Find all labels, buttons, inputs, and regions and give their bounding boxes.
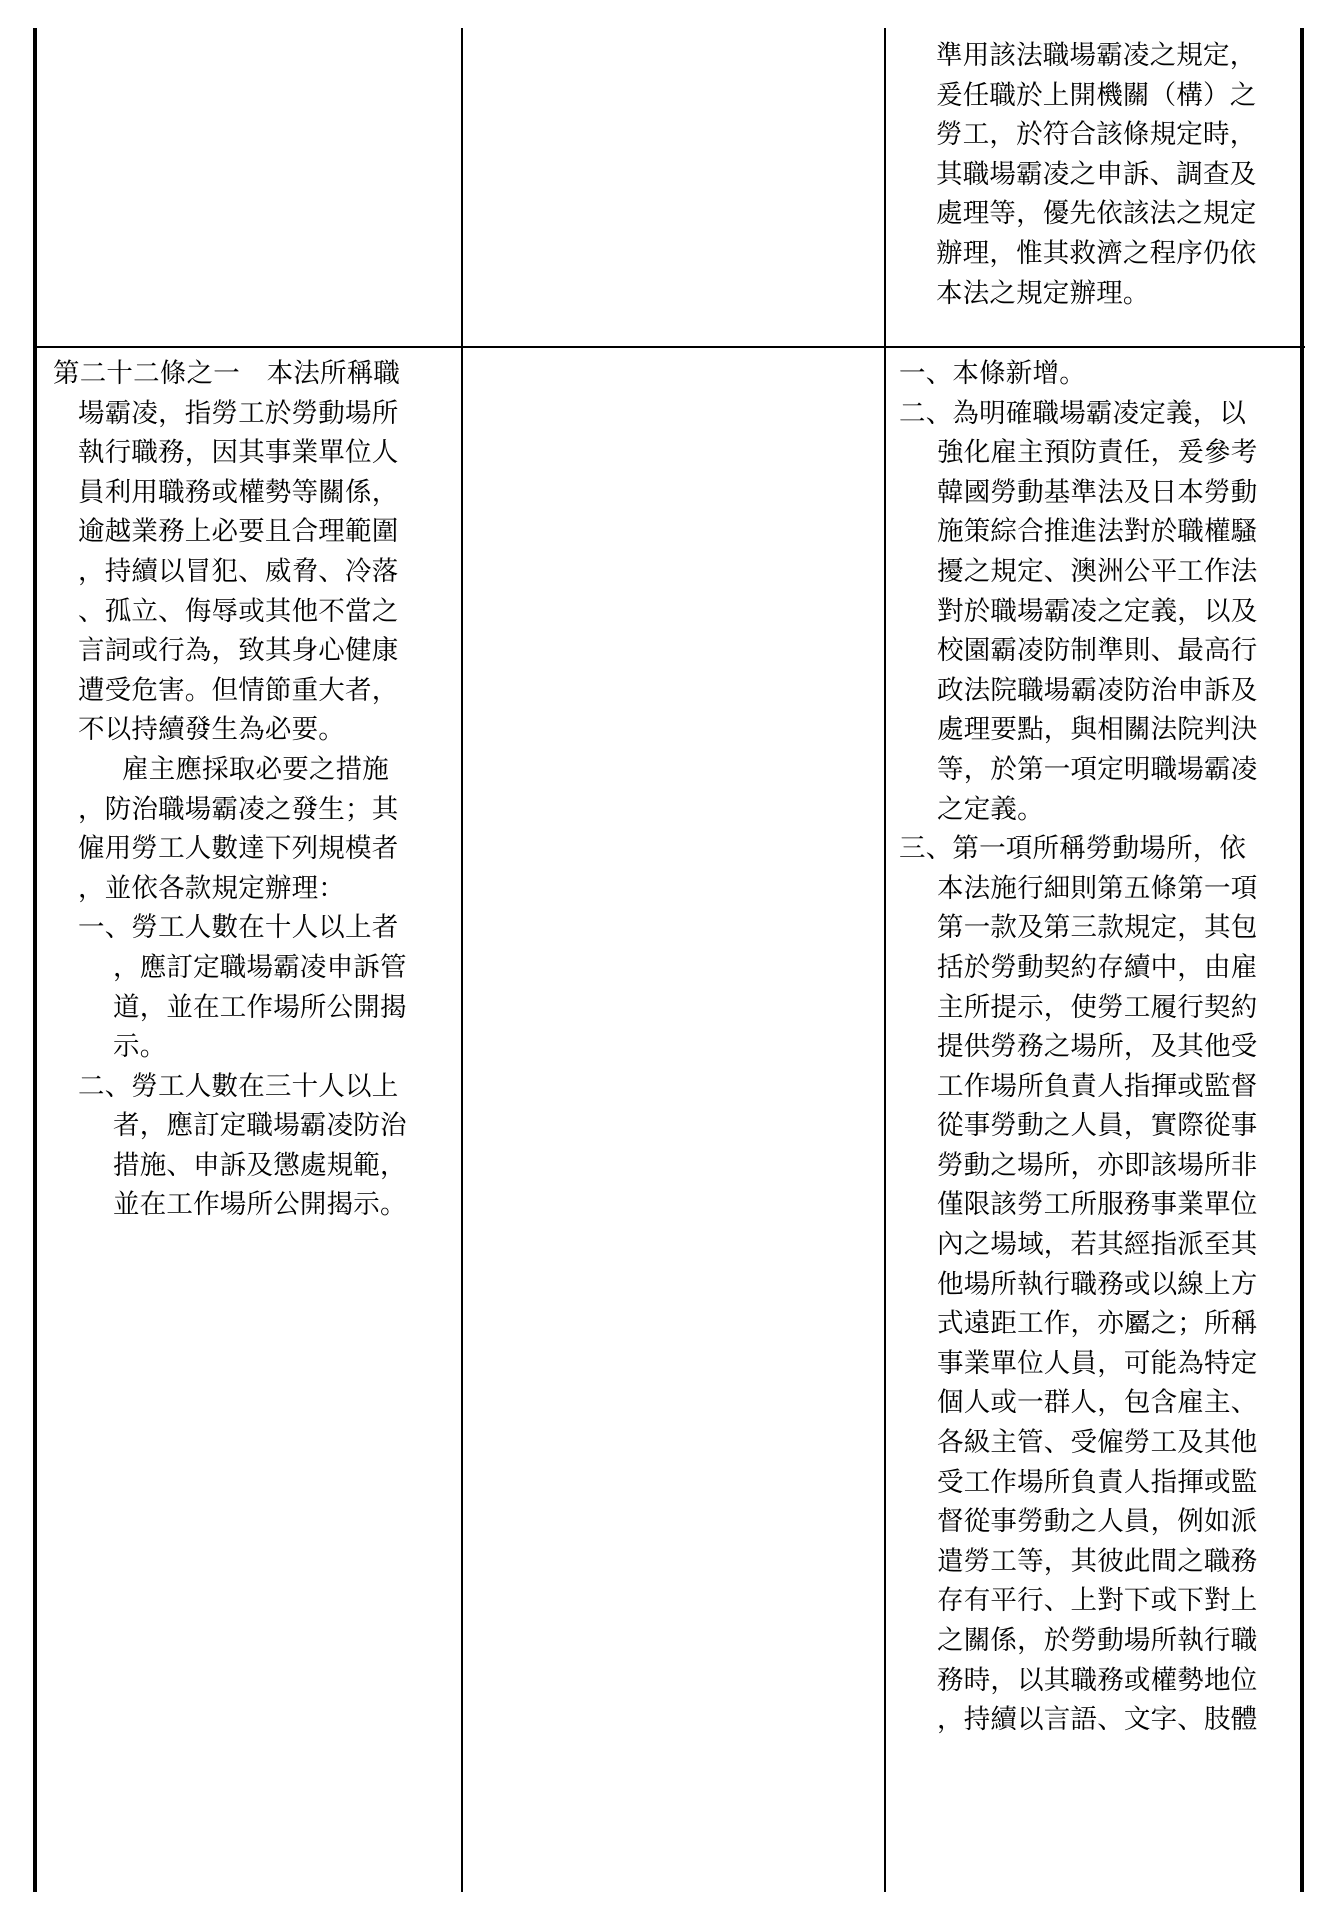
article-heading-line: 第二十二條之一 本法所稱職 — [53, 358, 401, 389]
explanation-text-line: 對於職場霸凌之定義，以及 — [937, 595, 1258, 627]
explanation-text-line: 各級主管、受僱勞工及其他 — [937, 1427, 1258, 1459]
explanation-text-line: 等，於第一項定明職場霸凌 — [937, 753, 1258, 785]
explanation-text-line: 工作場所負責人指揮或監督 — [937, 1070, 1258, 1102]
article-text-line: 僱用勞工人數達下列規模者 — [78, 833, 399, 865]
article-text-line: 並在工作場所公開揭示。 — [113, 1189, 407, 1221]
column-divider-2 — [884, 28, 886, 1892]
explanation-text-line: 他場所執行職務或以線上方 — [937, 1268, 1258, 1300]
explanation-line: 處理等，優先依該法之規定 — [936, 198, 1257, 230]
comparison-table — [33, 28, 1305, 1892]
explanation-text-line: 內之場域，若其經指派至其 — [937, 1229, 1258, 1261]
explanation-text-line: 強化雇主預防責任，爰參考 — [937, 437, 1258, 469]
explanation-text-line: ，持續以言語、文字、肢體 — [937, 1704, 1258, 1736]
article-text-line: 言詞或行為，致其身心健康 — [78, 635, 399, 667]
article-text-cell — [53, 354, 463, 1225]
explanation-text-line: 之定義。 — [937, 793, 1044, 825]
explanation-text-line: 存有平行、上對下或下對上 — [937, 1585, 1258, 1617]
article-text-line: 措施、申訴及懲處規範， — [113, 1149, 407, 1181]
explanation-line: 辦理，惟其救濟之程序仍依 — [936, 237, 1257, 269]
article-text-line: 一、勞工人數在十人以上者 — [78, 912, 399, 944]
explanation-text-line: 韓國勞動基準法及日本勞動 — [937, 476, 1258, 508]
explanation-text-line: 政法院職場霸凌防治申訴及 — [937, 674, 1258, 706]
article-text-line: 不以持續發生為必要。 — [78, 714, 345, 746]
article-text-line: 員利用職務或權勢等關係， — [78, 476, 399, 508]
article-text-line: 、孤立、侮辱或其他不當之 — [78, 595, 399, 627]
top-row-explanation-cell — [936, 36, 1281, 313]
explanation-text-line: 施策綜合推進法對於職權騷 — [937, 516, 1258, 548]
article-text-line: ，防治職場霸凌之發生；其 — [78, 793, 399, 825]
explanation-text-line: 提供勞務之場所，及其他受 — [937, 1031, 1258, 1063]
table-left-border — [33, 28, 37, 1892]
article-text-line: 逾越業務上必要且合理範圍 — [78, 516, 399, 548]
explanation-text-line: 從事勞動之人員，實際從事 — [937, 1110, 1258, 1142]
table-right-border — [1300, 28, 1304, 1892]
article-text-line: ，持續以冒犯、威脅、冷落 — [78, 555, 399, 587]
explanation-text-line: 擾之規定、澳洲公平工作法 — [937, 555, 1258, 587]
explanation-text-line: 第一款及第三款規定，其包 — [937, 912, 1258, 944]
article-text-line: ，並依各款規定辦理： — [78, 872, 345, 904]
explanation-text-line: 受工作場所負責人指揮或監 — [937, 1466, 1258, 1498]
explanation-text-line: 本法施行細則第五條第一項 — [937, 872, 1258, 904]
explanation-text-line: 之關係，於勞動場所執行職 — [937, 1625, 1258, 1656]
explanation-cell — [899, 354, 1299, 1740]
explanation-line: 其職場霸凌之申訴、調查及 — [936, 158, 1257, 190]
explanation-text-line: 校園霸凌防制準則、最高行 — [937, 635, 1258, 667]
article-text-line: ，應訂定職場霸凌申訴管 — [113, 951, 407, 983]
article-text-line: 執行職務，因其事業單位人 — [78, 437, 399, 469]
explanation-text-line: 主所提示，使勞工履行契約 — [937, 991, 1258, 1023]
explanation-text-line: 勞動之場所，亦即該場所非 — [937, 1149, 1258, 1181]
article-text-line: 示。 — [113, 1031, 167, 1063]
explanation-item-line: 三、第一項所稱勞動場所，依 — [899, 833, 1247, 865]
article-text-line: 二、勞工人數在三十人以上 — [78, 1070, 399, 1102]
explanation-text-line: 遣勞工等，其彼此間之職務 — [937, 1545, 1258, 1577]
explanation-text-line: 事業單位人員，可能為特定 — [937, 1347, 1258, 1379]
explanation-text-line: 處理要點，與相關法院判決 — [937, 714, 1258, 746]
explanation-line: 準用該法職場霸凌之規定， — [936, 40, 1257, 71]
article-text-line: 遭受危害。但情節重大者， — [78, 674, 399, 706]
explanation-line: 爰任職於上開機關（構）之 — [936, 79, 1257, 111]
explanation-text-line: 式遠距工作，亦屬之；所稱 — [937, 1308, 1258, 1340]
article-text-line: 者，應訂定職場霸凌防治 — [113, 1110, 407, 1142]
article-text-line: 場霸凌，指勞工於勞動場所 — [78, 397, 399, 429]
explanation-line: 本法之規定辦理。 — [936, 277, 1150, 309]
explanation-item-line: 二、為明確職場霸凌定義，以 — [899, 397, 1247, 429]
article-text-line: 雇主應採取必要之措施 — [122, 753, 389, 785]
article-text-line: 道，並在工作場所公開揭 — [113, 991, 407, 1023]
explanation-line: 勞工，於符合該條規定時， — [936, 119, 1257, 151]
explanation-text-line: 個人或一群人，包含雇主、 — [937, 1387, 1258, 1419]
explanation-text-line: 督從事勞動之人員，例如派 — [937, 1506, 1258, 1538]
explanation-text-line: 括於勞動契約存續中，由雇 — [937, 951, 1258, 983]
explanation-item-line: 一、本條新增。 — [899, 358, 1086, 389]
row-divider — [33, 346, 1305, 348]
explanation-text-line: 僅限該勞工所服務事業單位 — [937, 1189, 1258, 1221]
explanation-text-line: 務時，以其職務或權勢地位 — [937, 1664, 1258, 1696]
